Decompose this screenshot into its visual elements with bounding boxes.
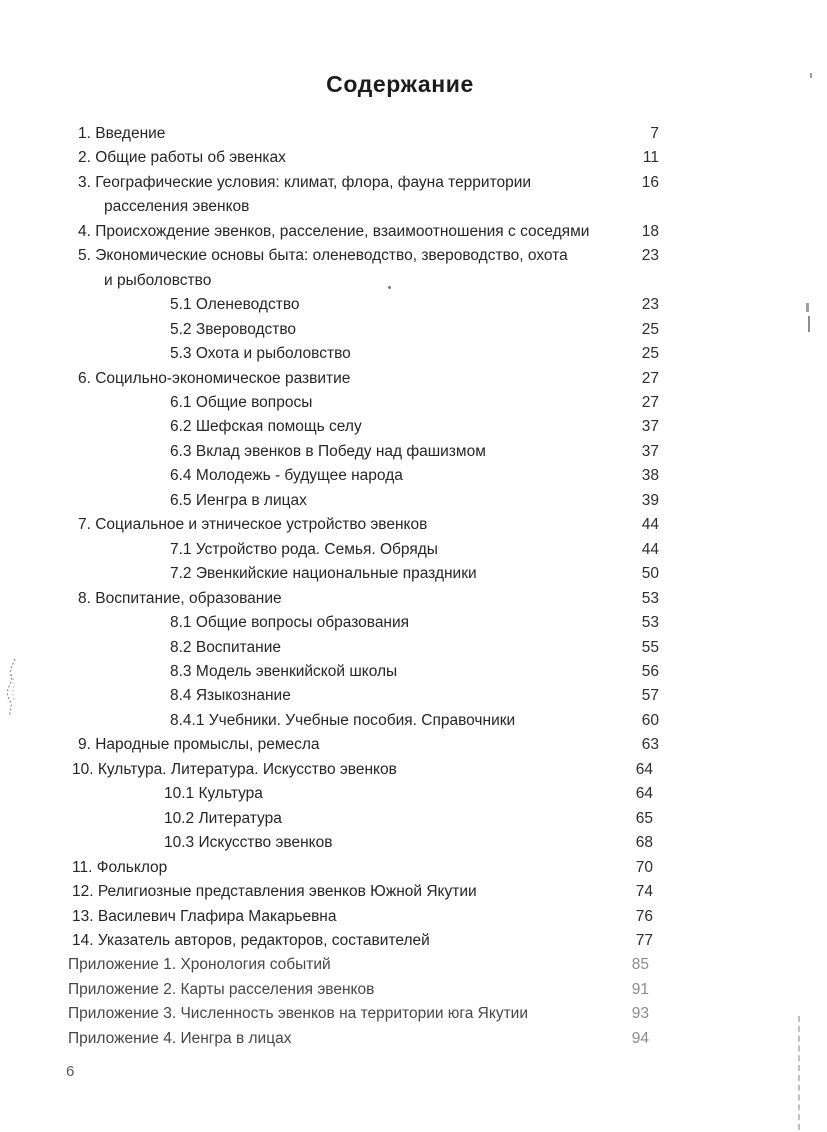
toc-entry-line1: 10.3 Искусство эвенков (164, 834, 333, 852)
toc-entry-title (78, 367, 621, 391)
toc-entry-title (78, 122, 621, 146)
toc-entry-line1: 13. Василевич Глафира Макарьевна (72, 907, 337, 925)
toc-entry-page-number: 70 (635, 858, 653, 876)
toc-entry (72, 807, 659, 831)
toc-entry-title (78, 171, 621, 220)
toc-entry-page-number: 56 (641, 662, 659, 680)
toc-entry-page-number: 57 (641, 687, 659, 705)
toc-entry-page-number: 39 (641, 491, 659, 509)
toc-entry-page-number: 77 (635, 931, 653, 949)
toc-entry-title (78, 513, 621, 537)
toc-entry-page-number: 65 (635, 809, 653, 827)
toc-entry-title (78, 709, 621, 733)
toc-entry-title (68, 978, 611, 1002)
scan-line-artifact (798, 1016, 800, 1130)
ink-smudge-artifact (3, 655, 25, 719)
edge-mark-artifact (808, 316, 810, 332)
toc-entry (78, 367, 659, 391)
edge-mark-artifact (806, 303, 809, 312)
toc-entry (72, 856, 659, 880)
toc-entry-title (78, 660, 621, 684)
table-of-contents (68, 122, 659, 1051)
toc-entry-title (78, 489, 621, 513)
toc-entry-page-number: 53 (641, 614, 659, 632)
toc-entry (78, 636, 659, 660)
toc-entry-line1: 5.2 Звероводство (170, 320, 297, 338)
toc-entry-title (72, 856, 615, 880)
toc-entry (72, 831, 659, 855)
toc-entry-line1: 6.5 Иенгра в лицах (170, 491, 307, 509)
folio-page-number: 6 (66, 1063, 75, 1080)
toc-entry-line1: Приложение 2. Карты расселения эвенков (68, 980, 375, 998)
toc-entry-line1: 8. Воспитание, образование (78, 589, 282, 607)
toc-entry-page-number: 37 (641, 442, 659, 460)
toc-entry (78, 342, 659, 366)
toc-entry-page-number: 64 (635, 785, 653, 803)
toc-entry-title (78, 538, 621, 562)
toc-entry (78, 391, 659, 415)
toc-entry-line1: 10.1 Культура (164, 785, 263, 803)
toc-entry-title (78, 220, 621, 244)
toc-entry-line1: 1. Введение (78, 125, 166, 142)
toc-entry (78, 538, 659, 562)
toc-entry-page-number: 93 (631, 1005, 649, 1023)
toc-entry-title (78, 587, 621, 611)
toc-entry-page-number: 68 (635, 834, 653, 852)
toc-entry-title (72, 782, 615, 806)
toc-entry-line1: 8.3 Модель эвенкийской школы (170, 662, 398, 680)
toc-entry-line1: 8.1 Общие вопросы образования (170, 614, 410, 632)
toc-entry-title (68, 1002, 611, 1026)
toc-entry (78, 244, 659, 293)
toc-entry-page-number: 23 (641, 296, 659, 314)
toc-entry (78, 660, 659, 684)
toc-entry (78, 464, 659, 488)
toc-entry-title (72, 831, 615, 855)
toc-entry (78, 733, 659, 757)
toc-entry-page-number: 25 (641, 320, 659, 338)
toc-entry-line1: Приложение 4. Иенгра в лицах (68, 1029, 292, 1047)
toc-entry-page-number: 18 (641, 222, 659, 240)
toc-entry-page-number: 60 (641, 711, 659, 729)
toc-entry-title (72, 758, 615, 782)
toc-entry-page-number: 27 (641, 369, 659, 387)
toc-entry (72, 905, 659, 929)
toc-entry-page-number: 38 (641, 467, 659, 485)
toc-entry-line1: 8.4.1 Учебники. Учебные пособия. Справочники (170, 711, 516, 729)
toc-entry-title (78, 464, 621, 488)
toc-entry-page-number: 55 (641, 638, 659, 656)
toc-entry (68, 1002, 659, 1026)
toc-entry (68, 978, 659, 1002)
toc-entry-line1: 10. Культура. Литература. Искусство эвенков (72, 760, 397, 778)
toc-entry-title (78, 440, 621, 464)
toc-entry-line1: 6.2 Шефская помощь селу (170, 418, 362, 436)
toc-entry-title (78, 562, 621, 586)
toc-entry-line2: и рыболовство (104, 271, 212, 289)
toc-entry-page-number: 91 (631, 980, 649, 998)
toc-entry-page-number: 25 (641, 345, 659, 363)
toc-entry-title (72, 905, 615, 929)
toc-entry-title (68, 1027, 611, 1051)
toc-entry-line1: 5.3 Охота и рыболовство (170, 345, 351, 363)
toc-entry-page-number: 44 (641, 540, 659, 558)
toc-entry-title (78, 684, 621, 708)
toc-entry-page-number: 64 (635, 760, 653, 778)
toc-entry-title (78, 244, 621, 293)
toc-entry (78, 562, 659, 586)
toc-entry-line1: 2. Общие работы об эвенках (78, 149, 286, 167)
toc-entry-page-number: 27 (641, 393, 659, 411)
toc-entry (78, 587, 659, 611)
toc-entry-line1: 7.1 Устройство рода. Семья. Обряды (170, 540, 438, 558)
toc-entry-page-number: 11 (642, 149, 659, 167)
toc-entry-line1: 4. Происхождение эвенков, расселение, взаимоотношения с соседями (78, 222, 590, 240)
edge-mark-artifact (810, 73, 812, 78)
toc-entry-line1: 14. Указатель авторов, редакторов, составителей (72, 931, 430, 949)
toc-entry (78, 220, 659, 244)
toc-entry-line1: 5.1 Оленеводство (170, 296, 300, 314)
toc-entry-title (72, 807, 615, 831)
toc-entry-line1: 8.2 Воспитание (170, 638, 281, 656)
toc-entry-line1: 6. Социльно-экономическое развитие (78, 369, 351, 387)
toc-entry-title (78, 146, 621, 170)
toc-entry-line1: 6.3 Вклад эвенков в Победу над фашизмом (170, 442, 486, 460)
toc-entry (78, 146, 659, 170)
toc-entry (78, 415, 659, 439)
toc-entry (78, 293, 659, 317)
toc-entry-line1: 12. Религиозные представления эвенков Южной Якутии (72, 883, 477, 901)
toc-entry-page-number: 16 (641, 173, 659, 191)
toc-entry (78, 513, 659, 537)
toc-entry-line1: 6.1 Общие вопросы (170, 393, 313, 411)
toc-entry-title (78, 318, 621, 342)
toc-entry (72, 880, 659, 904)
toc-entry (68, 1027, 659, 1051)
toc-entry-page-number: 44 (641, 516, 659, 534)
toc-entry-page-number: 53 (641, 589, 659, 607)
toc-entry (78, 709, 659, 733)
toc-entry (72, 929, 659, 953)
toc-entry-page-number: 7 (650, 125, 659, 142)
toc-entry-title (78, 611, 621, 635)
toc-entry-page-number: 94 (631, 1029, 649, 1047)
toc-entry-line1: 3. Географические условия: климат, флора, фауна территории (78, 173, 532, 191)
toc-entry (78, 318, 659, 342)
toc-entry-title (68, 953, 611, 977)
toc-entry-page-number: 23 (641, 247, 659, 265)
toc-entry (78, 440, 659, 464)
toc-entry-title (78, 636, 621, 660)
toc-entry-title (78, 293, 621, 317)
toc-entry-page-number: 50 (641, 565, 659, 583)
toc-entry (78, 122, 659, 146)
toc-entry (72, 758, 659, 782)
toc-entry-line1: 7. Социальное и этническое устройство эвенков (78, 516, 428, 534)
toc-entry-page-number: 74 (635, 883, 653, 901)
toc-entry-page-number: 37 (641, 418, 659, 436)
toc-entry-line2: расселения эвенков (104, 198, 250, 216)
toc-entry-page-number: 85 (631, 956, 649, 974)
toc-entry-line1: 8.4 Языкознание (170, 687, 291, 705)
toc-entry-line1: 7.2 Эвенкийские национальные праздники (170, 565, 477, 583)
toc-entry-line1: 6.4 Молодежь - будущее народа (170, 467, 403, 485)
toc-entry-page-number: 76 (635, 907, 653, 925)
toc-entry (68, 953, 659, 977)
toc-entry-line1: Приложение 3. Численность эвенков на территории юга Якутии (68, 1005, 528, 1023)
toc-entry-title (72, 929, 615, 953)
toc-entry-line1: 11. Фольклор (72, 858, 168, 876)
toc-entry-title (78, 342, 621, 366)
toc-entry (78, 611, 659, 635)
toc-entry-title (78, 391, 621, 415)
toc-entry (78, 489, 659, 513)
toc-entry-line1: 9. Народные промыслы, ремесла (78, 736, 320, 754)
toc-entry (78, 684, 659, 708)
toc-entry-line1: Приложение 1. Хронология событий (68, 956, 331, 974)
page-title: Содержание (326, 71, 474, 97)
toc-entry-line1: 10.2 Литература (164, 809, 282, 827)
toc-entry-line1: 5. Экономические основы быта: оленеводство, звероводство, охота (78, 247, 568, 265)
toc-entry-title (78, 733, 621, 757)
toc-entry-title (78, 415, 621, 439)
toc-entry-page-number: 63 (641, 736, 659, 754)
toc-entry-title (72, 880, 615, 904)
toc-entry (78, 171, 659, 220)
toc-entry (72, 782, 659, 806)
